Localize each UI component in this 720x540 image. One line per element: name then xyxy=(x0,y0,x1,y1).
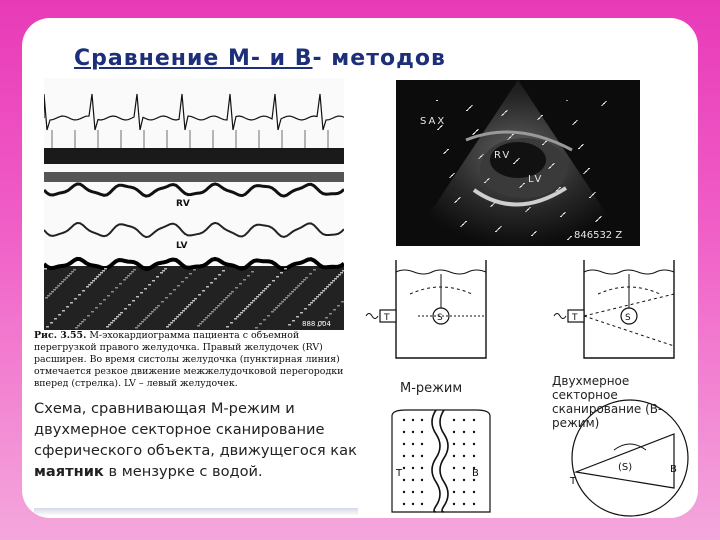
sphere-label-2: S xyxy=(625,313,631,323)
ultrasound-sector xyxy=(396,80,640,246)
description-start: Схема, сравнивающая М-режим и двухмерное секторное сканирование сферического объекта, движущегося как xyxy=(34,400,357,459)
description-bold-word: маятник xyxy=(34,463,104,480)
bmode-b-label: B xyxy=(670,464,677,475)
description-end: в мензурке с водой. xyxy=(103,463,263,480)
mmode-figure-id: 888 004 xyxy=(302,320,331,328)
us-lv-label: LV xyxy=(528,174,544,185)
ultrasound-image xyxy=(396,80,640,246)
us-code: 846532 Z xyxy=(574,230,623,241)
title-rest: - методов xyxy=(312,46,446,71)
slide xyxy=(22,18,698,518)
bmode-t-label: T xyxy=(570,476,577,487)
mmode-echocardiogram xyxy=(44,78,344,330)
transducer-label-1: T xyxy=(384,313,390,323)
slide-title xyxy=(74,46,446,71)
caption-text: М-эхокардиограмма пациента с объемной перегрузкой правого желудочка. Правый желудочек (RV) расширен. Во время систолы желудочка (пунктирная линия) отмечается резкое движение межжелудочковой перегородки вперед (стрелка). LV – левый желудочек. xyxy=(34,330,344,389)
mmode-lv-label: LV xyxy=(176,241,188,251)
bmode-beaker xyxy=(554,260,674,358)
title-underlined-part: Сравнение М- и В xyxy=(74,46,313,71)
description-text xyxy=(34,398,358,508)
sphere-label-1: S xyxy=(437,313,443,323)
mmode-panel-t-label: T xyxy=(396,468,403,479)
caption-lead: Рис. 3.55. xyxy=(34,330,87,341)
mmode-trace-panel xyxy=(392,410,490,512)
us-sax-label: SAX xyxy=(420,116,447,127)
bmode-mode-label xyxy=(552,374,698,430)
mmode-mode-label: М-режим xyxy=(400,381,463,396)
bmode-s-label: (S) xyxy=(618,462,633,473)
mmode-beaker xyxy=(366,260,486,358)
bmode-label-line1: Двухмерное секторное xyxy=(552,374,630,402)
figure-caption xyxy=(34,330,344,390)
transducer-label-2: T xyxy=(572,313,578,323)
mmode-rv-label: RV xyxy=(176,199,190,209)
mmode-panel-b-label: B xyxy=(472,468,479,479)
description-shadow xyxy=(34,508,358,516)
us-rv-label: RV xyxy=(494,150,512,161)
bmode-label-line2: сканирование (В-режим) xyxy=(552,402,663,430)
